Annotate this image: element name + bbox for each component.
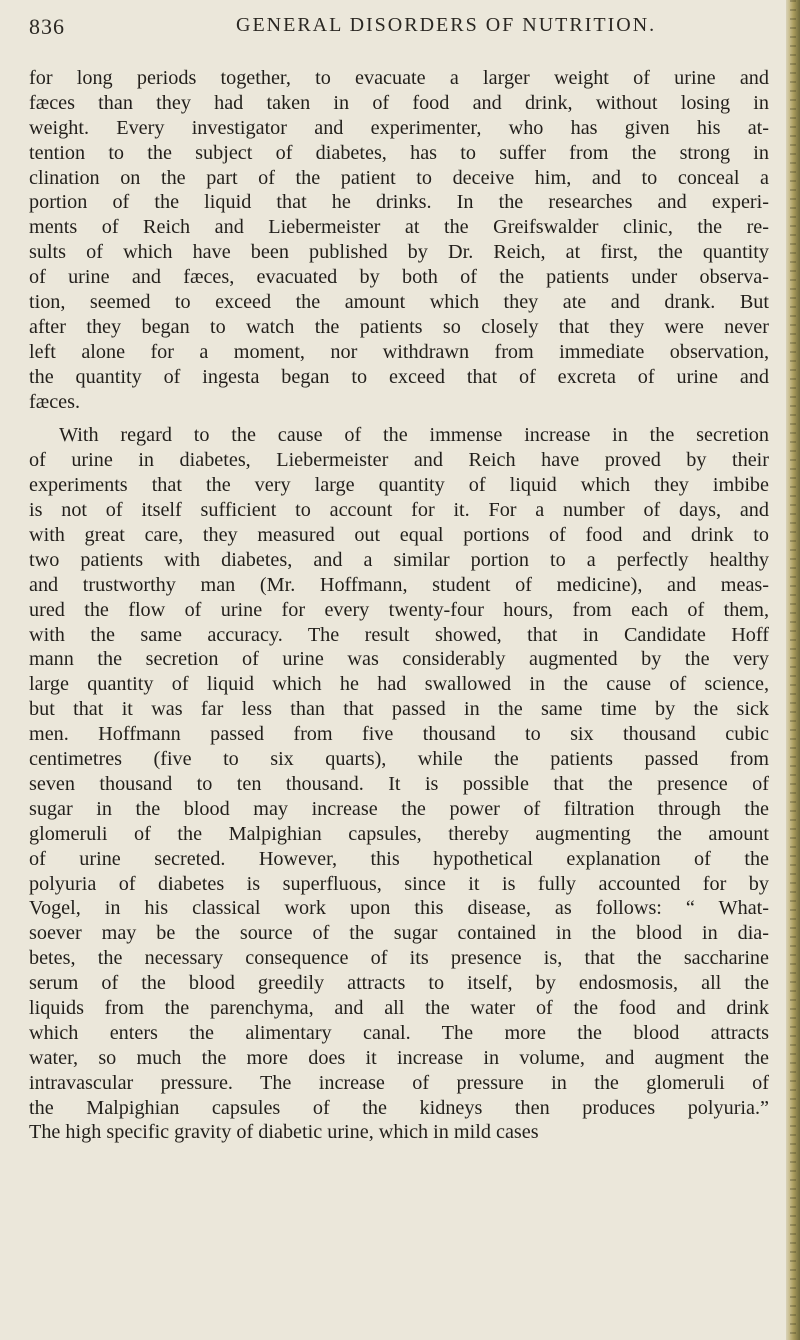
page-header bbox=[0, 14, 786, 44]
text-line: serum of the blood greedily attracts to itself, by endosmosis, all the bbox=[29, 972, 769, 995]
text-line: which enters the alimentary canal. The more the blood attracts bbox=[29, 1021, 769, 1044]
text-line: and trustworthy man (Mr. Hoffmann, student of medicine), and meas- bbox=[29, 573, 769, 596]
running-head: GENERAL DISORDERS OF NUTRITION. bbox=[236, 14, 657, 36]
text-line: sugar in the blood may increase the power of filtration through the bbox=[29, 797, 769, 820]
page-edge bbox=[786, 0, 800, 1340]
text-line: the Malpighian capsules of the kidneys then produces polyuria.” bbox=[29, 1096, 769, 1119]
text-line: seven thousand to ten thousand. It is possible that the presence of bbox=[29, 772, 769, 795]
text-line: men. Hoffmann passed from five thousand to six thousand cubic bbox=[29, 723, 769, 746]
text-line: experiments that the very large quantity of liquid which they imbibe bbox=[29, 474, 769, 497]
text-line: ments of Reich and Liebermeister at the Greifswalder clinic, the re- bbox=[29, 216, 769, 239]
text-line: but that it was far less than that passed in the same time by the sick bbox=[29, 698, 769, 721]
text-line: fæces. bbox=[29, 390, 81, 413]
text-line: polyuria of diabetes is superfluous, since it is fully accounted for by bbox=[29, 872, 769, 895]
page-number: 836 bbox=[29, 14, 65, 39]
text-line: soever may be the source of the sugar contained in the blood in dia- bbox=[29, 922, 769, 945]
text-line: tention to the subject of diabetes, has to suffer from the strong in bbox=[29, 141, 769, 164]
text-line: sults of which have been published by Dr. Reich, at first, the quantity bbox=[29, 241, 769, 264]
text-line: for long periods together, to evacuate a larger weight of urine and bbox=[29, 67, 769, 89]
text-line: of urine in diabetes, Liebermeister and Reich have proved by their bbox=[29, 449, 769, 472]
text-line: is not of itself sufficient to account for it. For a number of days, and bbox=[29, 499, 769, 522]
text-line: with the same accuracy. The result showed, that in Candidate Hoff bbox=[29, 623, 769, 646]
text-line: with great care, they measured out equal portions of food and drink to bbox=[29, 524, 769, 547]
text-line: clination on the part of the patient to deceive him, and to conceal a bbox=[29, 166, 769, 189]
text-line: the quantity of ingesta began to exceed that of excreta of urine and bbox=[29, 365, 769, 388]
text-line: ured the flow of urine for every twenty-four hours, from each of them, bbox=[29, 598, 769, 621]
text-line: water, so much the more does it increase in volume, and augment the bbox=[29, 1046, 769, 1069]
text-line: mann the secretion of urine was considerably augmented by the very bbox=[29, 648, 769, 671]
text-line: of urine secreted. However, this hypothetical explanation of the bbox=[29, 847, 769, 870]
text-line: With regard to the cause of the immense increase in the secretion bbox=[59, 424, 769, 447]
text-line: betes, the necessary consequence of its presence is, that the saccharine bbox=[29, 947, 769, 970]
text-line: centimetres (five to six quarts), while the patients passed from bbox=[29, 748, 769, 771]
paragraph bbox=[29, 66, 769, 414]
text-line: large quantity of liquid which he had swallowed in the cause of science, bbox=[29, 673, 769, 696]
text-line: tion, seemed to exceed the amount which they ate and drank. But bbox=[29, 291, 769, 314]
text-line: of urine and fæces, evacuated by both of the patients under observa- bbox=[29, 266, 769, 289]
text-line: portion of the liquid that he drinks. In the researches and experi- bbox=[29, 191, 769, 214]
text-line: fæces than they had taken in of food and drink, without losing in bbox=[29, 91, 769, 114]
text-line: Vogel, in his classical work upon this disease, as follows: “ What- bbox=[29, 897, 769, 920]
text-line: two patients with diabetes, and a similar portion to a perfectly healthy bbox=[29, 548, 769, 571]
text-line: intravascular pressure. The increase of pressure in the glomeruli of bbox=[29, 1071, 769, 1094]
text-line: The high specific gravity of diabetic urine, which in mild cases bbox=[29, 1121, 539, 1144]
text-line: after they began to watch the patients so closely that they were never bbox=[29, 315, 769, 338]
text-line: weight. Every investigator and experimenter, who has given his at- bbox=[29, 116, 769, 139]
body-text bbox=[29, 66, 769, 1145]
text-line: glomeruli of the Malpighian capsules, thereby augmenting the amount bbox=[29, 822, 769, 845]
paragraph bbox=[29, 423, 769, 1145]
text-line: left alone for a moment, nor withdrawn from immediate observation, bbox=[29, 340, 769, 363]
text-line: liquids from the parenchyma, and all the water of the food and drink bbox=[29, 996, 769, 1019]
